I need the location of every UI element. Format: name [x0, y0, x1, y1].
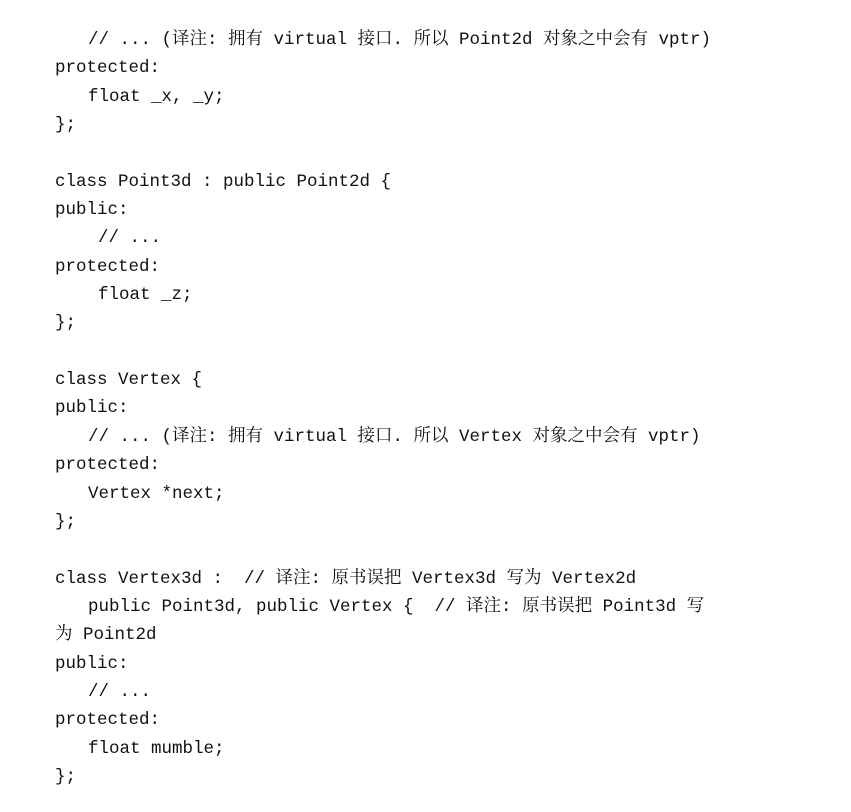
code-comment: // ... (译注: 拥有 virtual 接口. 所以 Point2d 对象之中会有 vptr)	[88, 30, 712, 50]
blank-line	[0, 139, 851, 167]
code-comment: // ...	[88, 681, 152, 702]
code-comment: // ...	[98, 228, 162, 249]
code-base-list: public Point3d, public Vertex { // 译注: 原书误把 Point3d 写	[88, 596, 705, 617]
code-access-specifier: protected:	[55, 256, 161, 277]
code-comment: // ... (译注: 拥有 virtual 接口. 所以 Vertex 对象之中会有 vptr)	[88, 426, 701, 447]
code-member: Vertex *next;	[88, 483, 225, 504]
code-member: float _z;	[98, 285, 193, 306]
code-comment-continuation: 为 Point2d	[55, 625, 157, 646]
code-class-decl: class Vertex3d : // 译注: 原书误把 Vertex3d 写为 Vertex2d	[55, 568, 637, 589]
code-class-end: };	[55, 511, 77, 532]
code-access-specifier: protected:	[55, 455, 161, 476]
code-class-end: };	[55, 115, 77, 136]
code-access-specifier: public:	[55, 398, 129, 419]
code-class-decl: class Point3d : public Point2d {	[55, 171, 392, 192]
code-class-decl: class Vertex {	[55, 370, 203, 391]
code-access-specifier: protected:	[55, 58, 161, 79]
code-member: float mumble;	[88, 738, 225, 759]
code-access-specifier: public:	[55, 653, 129, 674]
blank-line	[0, 536, 851, 564]
code-class-end: };	[55, 313, 77, 334]
code-member: float _x, _y;	[88, 86, 225, 107]
code-access-specifier: protected:	[55, 710, 161, 731]
code-class-end: };	[55, 766, 77, 787]
code-access-specifier: public:	[55, 200, 129, 221]
code-listing	[0, 26, 851, 791]
blank-line	[0, 338, 851, 366]
